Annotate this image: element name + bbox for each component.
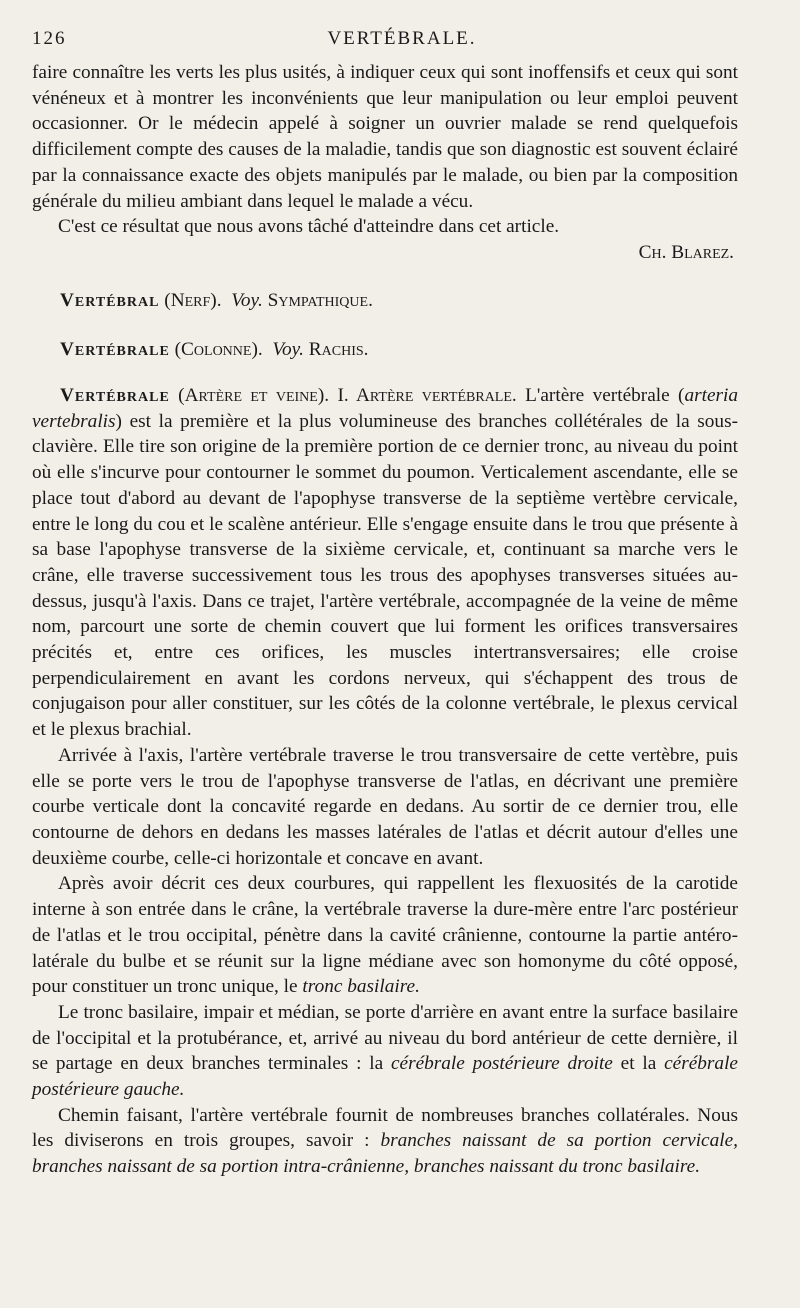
italic-term: cérébrale postérieure droite: [390, 1053, 613, 1075]
cross-reference-target: Rachis.: [308, 339, 369, 361]
entry-artere-paragraph-5: Chemin faisant, l'artère vertébrale fournit de nombreuses branches collatérales. Nous les diviserons en trois groupes, savoir : branches naissant de sa portion cervicale, branches naissant de sa portion intra-crânienne, branches naissant du tronc basilaire.: [32, 1104, 738, 1178]
entry-vertebrale-colonne: [32, 337, 738, 363]
author-signature: Ch. Blarez.: [638, 241, 734, 263]
intro-closing: C'est ce résultat que nous avons tâché d'atteindre dans cet article.: [58, 216, 560, 238]
entry-headword: Vertébral: [60, 289, 160, 311]
italic-term: branches naissant de sa portion cervicale, branches naissant de sa portion intra-crânienne, branches naissant du tronc basilaire.: [32, 1130, 738, 1178]
italic-term: cérébrale postérieure gauche.: [32, 1053, 738, 1101]
entry-qualifier: (Artère et veine).: [178, 385, 330, 407]
intro-paragraph: faire connaître les verts les plus usités, à indiquer ceux qui sont inoffensifs et ceux qui sont vénéneux et à montrer les inconvénients que leur manipulation ou leur emploi peuvent occasionner. Or le médecin appelé à soigner un ouvrier malade se rend quelquefois difficilement compte des causes de la maladie, tandis que son diagnostic est souvent éclairé par la connaissance exacte des objets manipulés par le malade, ou bien par la composition générale du milieu ambiant dans lequel le malade a vécu.: [32, 62, 738, 212]
entry-qualifier: (Colonne).: [174, 339, 263, 361]
italic-term: tronc basilaire.: [302, 976, 420, 998]
see-reference: Voy.: [272, 339, 304, 361]
entry-artere-paragraph-4: Le tronc basilaire, impair et médian, se porte d'arrière en avant entre la surface basilaire de l'occipital et la protubérance, et, arrivé au niveau du bord antérieur de cette dernière, il se partage en deux branches terminales : la cérébrale postérieure droite et la cérébrale postérieure gauche.: [32, 1001, 738, 1101]
page-number: 126: [32, 28, 67, 49]
running-title: VERTÉBRALE.: [327, 28, 477, 49]
see-reference: Voy.: [231, 289, 263, 311]
entry-vertebral-nerf: [32, 288, 738, 314]
page-header: [32, 28, 772, 56]
latin-term: arteria vertebralis: [32, 385, 739, 432]
entry-artere-paragraph-1: Vertébrale (Artère et veine). I. Artère vertébrale. L'artère vertébrale (arteria vertebralis) est la première et la plus volumineuse des branches collétérales de la sous-clavière. Elle tire son origine de la première portion de ce dernier tronc, au niveau du point où elle s'incurve pour contourner le sommet du poumon. Verticalement ascendante, elle se place tout d'abord au devant de l'apophyse transverse de la septième vertèbre cervicale, entre le long du cou et le scalène antérieur. Elle s'engage ensuite dans le trou que présente à sa base l'apophyse transverse de la sixième cervicale, et, continuant sa marche vers le crâne, elle traverse successivement tous les trous des apophyses transverses situées au-dessus, jusqu'à l'axis. Dans ce trajet, l'artère vertébrale, accompagnée de la veine de même nom, parcourt une sorte de chemin couvert que lui forment les orifices transversaires précités et, entre ces orifices, les muscles intertransversaires; elle croise perpendiculairement en avant les cordons nerveux, qui s'échappent des trous de conjugaison pour aller constituer, sur les côtés de la colonne vertébrale, le plexus cervical et le plexus brachial.: [32, 385, 739, 741]
cross-reference-target: Sympathique.: [267, 289, 373, 311]
page-body: [32, 60, 738, 1180]
entry-headword: Vertébrale: [60, 385, 170, 407]
entry-artere-paragraph-3: Après avoir décrit ces deux courbures, qui rappellent les flexuosités de la carotide interne à son entrée dans le crâne, la vertébrale traverse la dure-mère entre l'arc postérieur de l'atlas et le trou occipital, pénètre dans la cavité crânienne, contourne la partie antéro-latérale du bulbe et se réunit sur la ligne médiane avec son homonyme du côté opposé, pour constituer un tronc unique, le tronc basilaire.: [32, 873, 738, 998]
section-heading: I. Artère vertébrale.: [337, 385, 517, 407]
entry-artere-paragraph-2: Arrivée à l'axis, l'artère vertébrale traverse le trou transversaire de cette vertèbre, puis elle se porte vers le trou de l'apophyse transverse de l'atlas, en décrivant une première courbe verticale dont la concavité regarde en dedans. Au sortir de ce dernier trou, elle contourne de dehors en dedans les masses latérales de l'atlas et décrit autour d'elles une deuxième courbe, celle-ci horizontale et concave en avant.: [32, 744, 738, 869]
entry-headword: Vertébrale: [60, 339, 170, 361]
entry-qualifier: (Nerf).: [164, 289, 222, 311]
